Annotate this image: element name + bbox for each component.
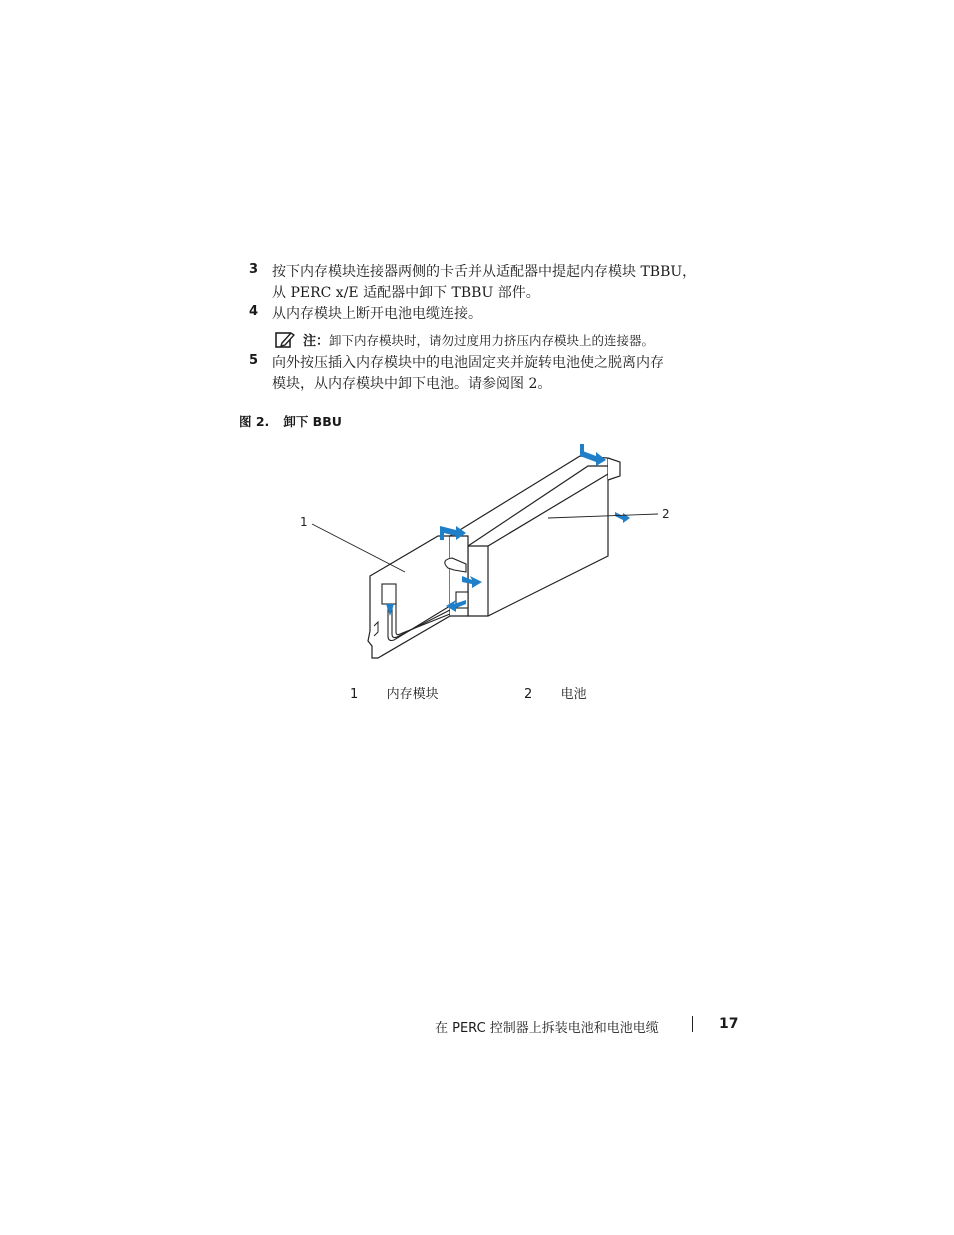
step-number: 5 [249, 353, 259, 368]
figure-title: 卸下 BBU [283, 414, 342, 429]
pencil-note-icon [275, 331, 295, 349]
footer-title: 在 PERC 控制器上拆装电池和电池电缆 [435, 1021, 659, 1036]
legend-number: 1 [350, 687, 359, 702]
figure-number: 图 2. [239, 414, 270, 429]
step-line: 模块，从内存模块中卸下电池。请参阅图 2。 [272, 376, 552, 392]
note [275, 330, 654, 349]
page-number: 17 [719, 1016, 739, 1032]
arrow-icon [615, 512, 630, 523]
arrow-icon [580, 444, 584, 456]
step-number: 3 [249, 262, 259, 277]
arrow-icon [440, 530, 444, 540]
step-line: 按下内存模块连接器两侧的卡舌并从适配器中提起内存模块 TBBU， [272, 264, 697, 280]
legend-item-2 [524, 683, 587, 702]
step-line: 从内存模块上断开电池电缆连接。 [272, 306, 482, 322]
callout-1: 1 [300, 515, 308, 529]
callout-line-1 [312, 524, 405, 572]
legend-item-1 [350, 683, 439, 702]
step-line: 向外按压插入内存模块中的电池固定夹并旋转电池使之脱离内存 [272, 355, 664, 371]
battery-pack [450, 456, 620, 616]
legend-number: 2 [524, 687, 533, 702]
figure-caption [239, 412, 342, 430]
step-line: 从 PERC x/E 适配器中卸下 TBBU 部件。 [272, 285, 540, 301]
note-text: 卸下内存模块时，请勿过度用力挤压内存模块上的连接器。 [329, 332, 655, 348]
step-number: 4 [249, 304, 259, 319]
step-text [272, 262, 696, 304]
legend-label: 电池 [560, 687, 587, 702]
legend-label: 内存模块 [386, 687, 439, 702]
step-text [272, 353, 664, 395]
callout-2: 2 [662, 507, 670, 521]
note-label: 注： [303, 334, 330, 349]
step-text [272, 304, 482, 325]
cable-connector [382, 584, 396, 604]
bbu-removal-illustration [290, 436, 680, 666]
memory-module-board [368, 536, 450, 658]
footer-separator [692, 1016, 693, 1032]
